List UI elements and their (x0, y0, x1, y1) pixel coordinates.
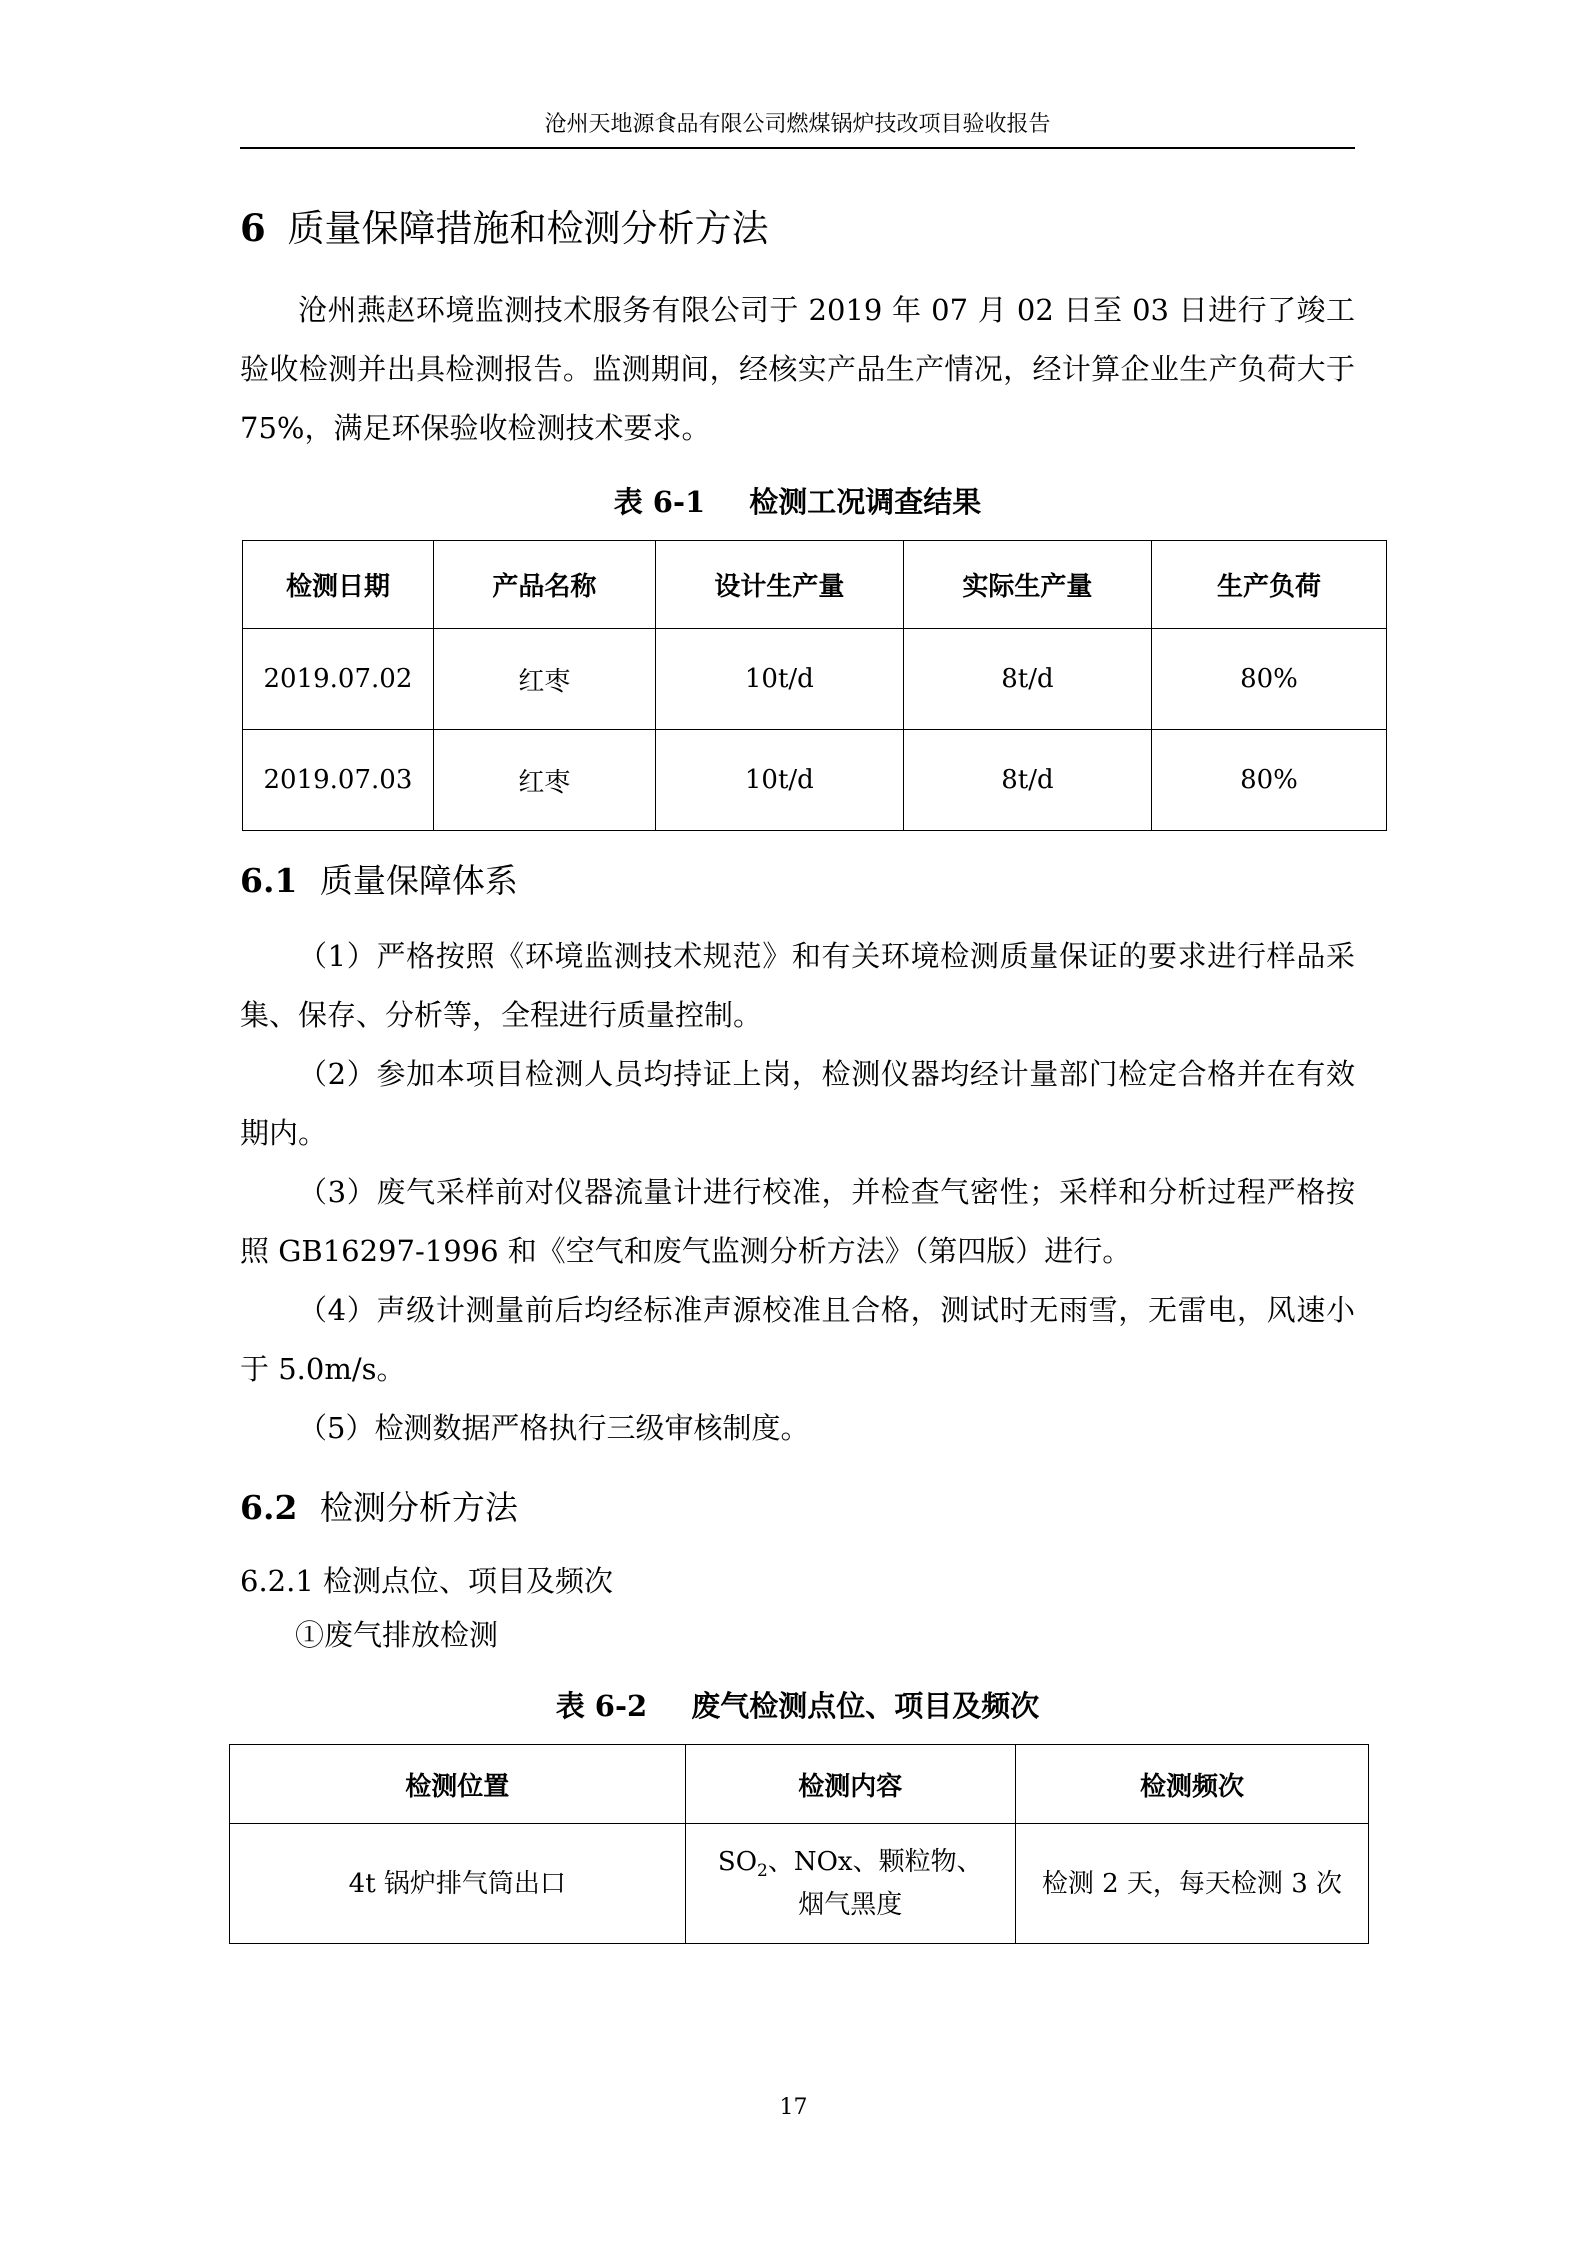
table-row (230, 1824, 1369, 1944)
section-6-2-title: 检测分析方法 (319, 1488, 518, 1527)
column-header: 检测内容 (685, 1745, 1015, 1824)
table-6-1-caption (240, 480, 1355, 524)
content-so: SO (717, 1846, 758, 1877)
table-header-row (230, 1745, 1369, 1824)
page-number: 17 (779, 2095, 808, 2120)
section-6-2-heading (240, 1480, 1355, 1536)
content-subscript: 2 (757, 1861, 768, 1882)
section-6-intro: 沧州燕赵环境监测技术服务有限公司于 2019 年 07 月 02 日至 03 日进行了竣工验收检测并出具检测报告。监测期间，经核实产品生产情况，经计算企业生产负荷大于 75%，满足环保验收检测技术要求。 (240, 293, 1355, 445)
header-rule (240, 147, 1355, 149)
section-6-2-number: 6.2 (240, 1488, 298, 1527)
table-cell: 10t/d (655, 730, 903, 831)
qa-item-5: （5）检测数据严格执行三级审核制度。 (298, 1411, 810, 1445)
table-cell: 红枣 (433, 730, 655, 831)
section-6-heading (240, 200, 1355, 257)
table-row (243, 629, 1387, 730)
qa-item-2: （2）参加本项目检测人员均持证上岗，检测仪器均经计量部门检定合格并在有效期内。 (240, 1057, 1355, 1150)
column-header: 检测日期 (243, 541, 434, 629)
table-cell-frequency: 检测 2 天，每天检测 3 次 (1015, 1824, 1368, 1944)
section-6-1-number: 6.1 (240, 861, 298, 900)
content-rest: 、NOx、颗粒物、 (767, 1846, 983, 1877)
subsection-item-exhaust: ①废气排放检测 (295, 1618, 499, 1652)
column-header: 实际生产量 (903, 541, 1151, 629)
content-line2: 烟气黑度 (798, 1890, 903, 1921)
table-header-row (243, 541, 1387, 629)
table-cell-content (685, 1824, 1015, 1944)
section-6-1-title: 质量保障体系 (319, 861, 518, 900)
table-6-1-caption-title: 检测工况调查结果 (749, 485, 982, 519)
table-cell: 2019.07.03 (243, 730, 434, 831)
table-6-1-caption-number: 表 6-1 (613, 485, 706, 519)
section-6-1-heading (240, 853, 1355, 909)
section-6-number: 6 (240, 206, 266, 250)
table-6-2-caption-number: 表 6-2 (555, 1689, 648, 1723)
table-cell: 10t/d (655, 629, 903, 730)
table-cell: 2019.07.02 (243, 629, 434, 730)
table-6-2 (229, 1744, 1369, 1944)
column-header: 设计生产量 (655, 541, 903, 629)
section-6-title: 质量保障措施和检测分析方法 (287, 207, 769, 250)
table-cell-location: 4t 锅炉排气筒出口 (230, 1824, 686, 1944)
subsection-6-2-1-heading: 6.2.1 检测点位、项目及频次 (240, 1564, 614, 1598)
table-cell: 80% (1151, 730, 1386, 831)
table-cell: 8t/d (903, 730, 1151, 831)
column-header: 生产负荷 (1151, 541, 1386, 629)
table-cell: 80% (1151, 629, 1386, 730)
column-header: 检测位置 (230, 1745, 686, 1824)
column-header: 产品名称 (433, 541, 655, 629)
table-6-2-caption-title: 废气检测点位、项目及频次 (691, 1689, 1040, 1723)
column-header: 检测频次 (1015, 1745, 1368, 1824)
table-6-1 (242, 540, 1387, 831)
qa-item-1: （1）严格按照《环境监测技术规范》和有关环境检测质量保证的要求进行样品采集、保存、分析等，全程进行质量控制。 (240, 939, 1355, 1032)
table-cell: 红枣 (433, 629, 655, 730)
qa-item-4: （4）声级计测量前后均经标准声源校准且合格，测试时无雨雪，无雷电，风速小于 5.0m/s。 (240, 1293, 1355, 1386)
page-content (240, 200, 1355, 1944)
table-row (243, 730, 1387, 831)
qa-item-3: （3）废气采样前对仪器流量计进行校准，并检查气密性；采样和分析过程严格按照 GB16297-1996 和《空气和废气监测分析方法》（第四版）进行。 (240, 1175, 1355, 1268)
table-6-2-caption (240, 1684, 1355, 1728)
running-header: 沧州天地源食品有限公司燃煤锅炉技改项目验收报告 (544, 112, 1051, 137)
table-cell: 8t/d (903, 629, 1151, 730)
